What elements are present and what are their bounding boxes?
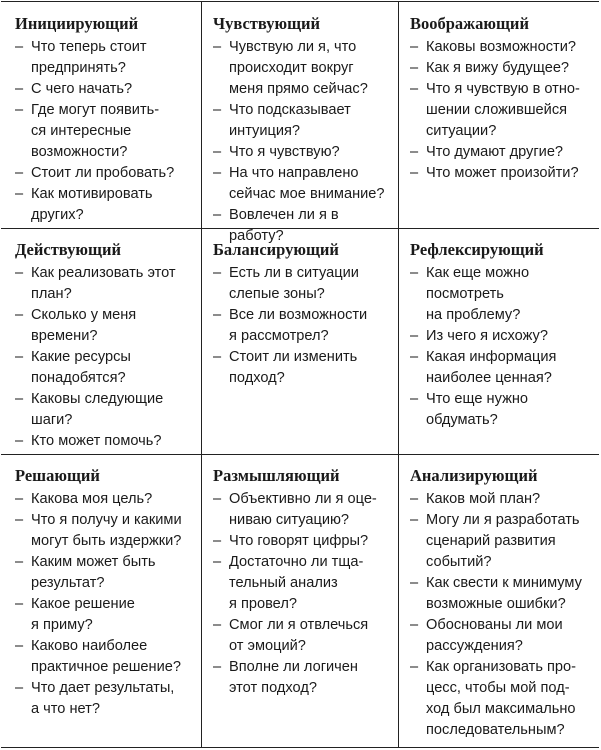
question-list bbox=[15, 37, 197, 226]
cell-title: Инициирующий bbox=[15, 14, 139, 33]
question-item: – Как свести к минимуму возможные ошибки? bbox=[410, 573, 595, 615]
question-item: – Все ли возможности я рассмотрел? bbox=[213, 305, 394, 347]
question-item: – Каков мой план? bbox=[410, 489, 595, 510]
cell-title: Чувствующий bbox=[213, 14, 321, 33]
question-item: – Что я чувствую? bbox=[213, 142, 394, 163]
question-item: – Есть ли в ситуации слепые зоны? bbox=[213, 263, 394, 305]
question-list bbox=[15, 263, 197, 452]
question-item: – Что говорят цифры? bbox=[213, 531, 394, 552]
question-item: – Что дает результаты, а что нет? bbox=[15, 678, 197, 720]
question-item: – Что еще нужно обдумать? bbox=[410, 389, 595, 431]
question-list bbox=[15, 489, 197, 720]
question-item: – Смог ли я отвлечься от эмоций? bbox=[213, 615, 394, 657]
cell-balancing bbox=[202, 228, 399, 454]
cell-title: Балансирующий bbox=[213, 240, 339, 259]
question-item: – Достаточно ли тща- тельный анализ я провел? bbox=[213, 552, 394, 615]
question-item: – Чувствую ли я, что происходит вокруг меня прямо сейчас? bbox=[213, 37, 394, 100]
question-item: – Кто может помочь? bbox=[15, 431, 197, 452]
question-list bbox=[213, 37, 394, 247]
question-item: – С чего начать? bbox=[15, 79, 197, 100]
cell-imagining bbox=[399, 2, 599, 228]
question-list bbox=[213, 489, 394, 699]
cell-title: Размышляющий bbox=[213, 466, 340, 485]
question-item: – Какие ресурсы понадобятся? bbox=[15, 347, 197, 389]
question-list bbox=[410, 37, 595, 184]
question-item: – Как еще можно посмотреть на проблему? bbox=[410, 263, 595, 326]
cell-deciding bbox=[1, 454, 202, 747]
question-list bbox=[410, 489, 595, 741]
question-item: – Каковы следующие шаги? bbox=[15, 389, 197, 431]
cell-acting bbox=[1, 228, 202, 454]
table-row bbox=[1, 228, 599, 455]
question-item: – Каким может быть результат? bbox=[15, 552, 197, 594]
question-list bbox=[213, 263, 394, 389]
question-item: – Что теперь стоит предпринять? bbox=[15, 37, 197, 79]
question-item: – На что направлено сейчас мое внимание? bbox=[213, 163, 394, 205]
question-item: – Вполне ли логичен этот подход? bbox=[213, 657, 394, 699]
cell-title: Решающий bbox=[15, 466, 100, 485]
question-item: – Каковы возможности? bbox=[410, 37, 595, 58]
cell-title: Анализирующий bbox=[410, 466, 538, 485]
cell-initiating bbox=[1, 2, 202, 228]
question-item: – Объективно ли я оце- ниваю ситуацию? bbox=[213, 489, 394, 531]
question-item: – Что думают другие? bbox=[410, 142, 595, 163]
question-item: – Что может произойти? bbox=[410, 163, 595, 184]
question-item: – Какая информация наиболее ценная? bbox=[410, 347, 595, 389]
question-item: – Сколько у меня времени? bbox=[15, 305, 197, 347]
cell-analyzing bbox=[399, 454, 599, 747]
question-item: – Из чего я исхожу? bbox=[410, 326, 595, 347]
cell-title: Действующий bbox=[15, 240, 121, 259]
question-item: – Как реализовать этот план? bbox=[15, 263, 197, 305]
cell-feeling bbox=[202, 2, 399, 244]
question-item: – Вовлечен ли я в работу? bbox=[213, 205, 394, 247]
question-item: – Что подсказывает интуиция? bbox=[213, 100, 394, 142]
question-item: – Что я получу и какими могут быть издержки? bbox=[15, 510, 197, 552]
table-row bbox=[1, 454, 599, 747]
question-item: – Могу ли я разработать сценарий развития событий? bbox=[410, 510, 595, 573]
cell-title: Воображающий bbox=[410, 14, 529, 33]
roles-questions-table bbox=[1, 1, 599, 748]
question-item: – Где могут появить- ся интересные возможности? bbox=[15, 100, 197, 163]
question-item: – Стоит ли пробовать? bbox=[15, 163, 197, 184]
question-item: – Что я чувствую в отно- шении сложившейся ситуации? bbox=[410, 79, 595, 142]
cell-reflecting bbox=[399, 228, 599, 454]
question-item: – Какое решение я приму? bbox=[15, 594, 197, 636]
question-item: – Стоит ли изменить подход? bbox=[213, 347, 394, 389]
cell-title: Рефлексирующий bbox=[410, 240, 544, 259]
question-item: – Как мотивировать других? bbox=[15, 184, 197, 226]
question-item: – Каково наиболее практичное решение? bbox=[15, 636, 197, 678]
question-item: – Обоснованы ли мои рассуждения? bbox=[410, 615, 595, 657]
question-item: – Как организовать про- цесс, чтобы мой под- ход был максимально последовательным? bbox=[410, 657, 595, 741]
table-row bbox=[1, 2, 599, 244]
question-list bbox=[410, 263, 595, 431]
cell-pondering bbox=[202, 454, 399, 747]
question-item: – Какова моя цель? bbox=[15, 489, 197, 510]
question-item: – Как я вижу будущее? bbox=[410, 58, 595, 79]
